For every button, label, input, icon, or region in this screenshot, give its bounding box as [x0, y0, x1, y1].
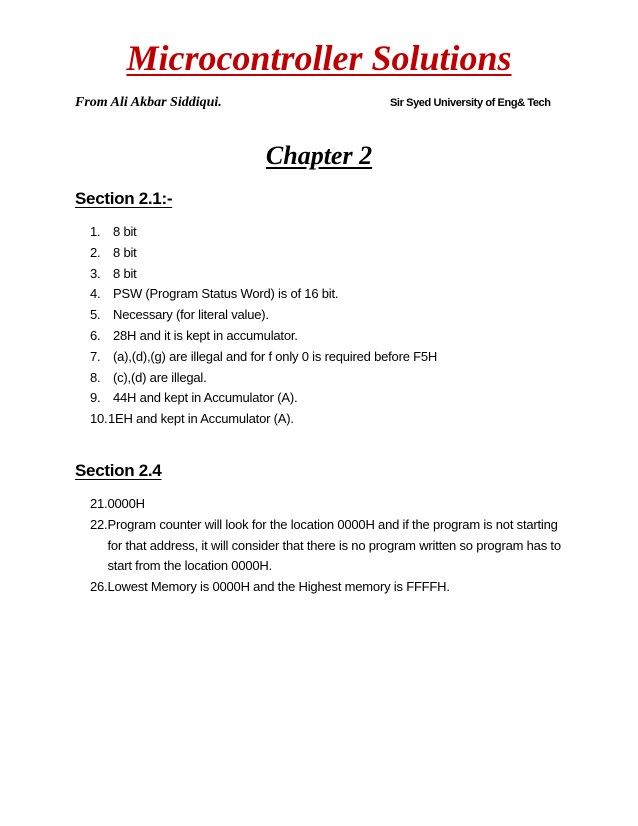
list-item	[90, 494, 574, 515]
item-text: 1EH and kept in Accumulator (A).	[108, 411, 294, 427]
item-number: 21.	[90, 496, 108, 511]
item-text: 28H and it is kept in accumulator.	[113, 327, 298, 343]
list-item	[90, 409, 570, 430]
list-item	[90, 243, 570, 264]
list-item	[90, 368, 570, 389]
university-line: Sir Syed University of Eng& Tech	[390, 97, 551, 109]
list-item	[90, 284, 570, 305]
item-text: Lowest Memory is 0000H and the Highest memory is FFFFH.	[107, 579, 450, 595]
item-number: 1.	[90, 224, 101, 239]
item-number: 9.	[90, 390, 101, 406]
item-text: 44H and kept in Accumulator (A).	[113, 390, 298, 406]
section-2-1-list	[90, 222, 570, 430]
list-item	[90, 305, 570, 326]
item-number: 26.	[90, 579, 108, 595]
list-item	[90, 264, 570, 285]
item-number: 6.	[90, 327, 101, 343]
author-line: From Ali Akbar Siddiqui.	[75, 95, 222, 110]
item-text: Program counter will look for the location 0000H and if the program is not starting for that address, it will consider that there is no program written so program has to start from the location 0000H.	[107, 516, 561, 574]
section-2-4-list	[90, 494, 574, 598]
list-item	[90, 222, 570, 243]
item-text: (a),(d),(g) are illegal and for f only 0 is required before F5H	[113, 348, 438, 364]
list-item	[90, 388, 570, 409]
section-heading-2-4: Section 2.4	[75, 461, 162, 480]
item-number: 7.	[90, 348, 101, 364]
page-title: Microcontroller Solutions	[126, 38, 512, 78]
item-number: 4.	[90, 286, 101, 302]
item-number: 3.	[90, 265, 101, 281]
item-number: 8.	[90, 369, 101, 385]
item-number: 10.	[90, 411, 108, 427]
list-item	[90, 326, 570, 347]
item-text: (c),(d) are illegal.	[113, 369, 207, 385]
chapter-title: Chapter 2	[265, 141, 373, 170]
item-number: 22.	[90, 516, 108, 532]
item-text: Necessary (for literal value).	[113, 307, 269, 323]
item-text: PSW (Program Status Word) is of 16 bit.	[113, 286, 339, 302]
list-item	[90, 347, 570, 368]
item-number: 2.	[90, 244, 101, 260]
section-heading-2-1: Section 2.1:-	[75, 189, 173, 208]
item-number: 5.	[90, 307, 101, 323]
item-text: 8 bit	[113, 265, 137, 281]
item-text: 0000H	[107, 496, 145, 511]
list-item	[90, 515, 574, 577]
item-text: 8 bit	[113, 244, 137, 260]
item-text: 8 bit	[113, 224, 137, 239]
list-item	[90, 577, 574, 598]
